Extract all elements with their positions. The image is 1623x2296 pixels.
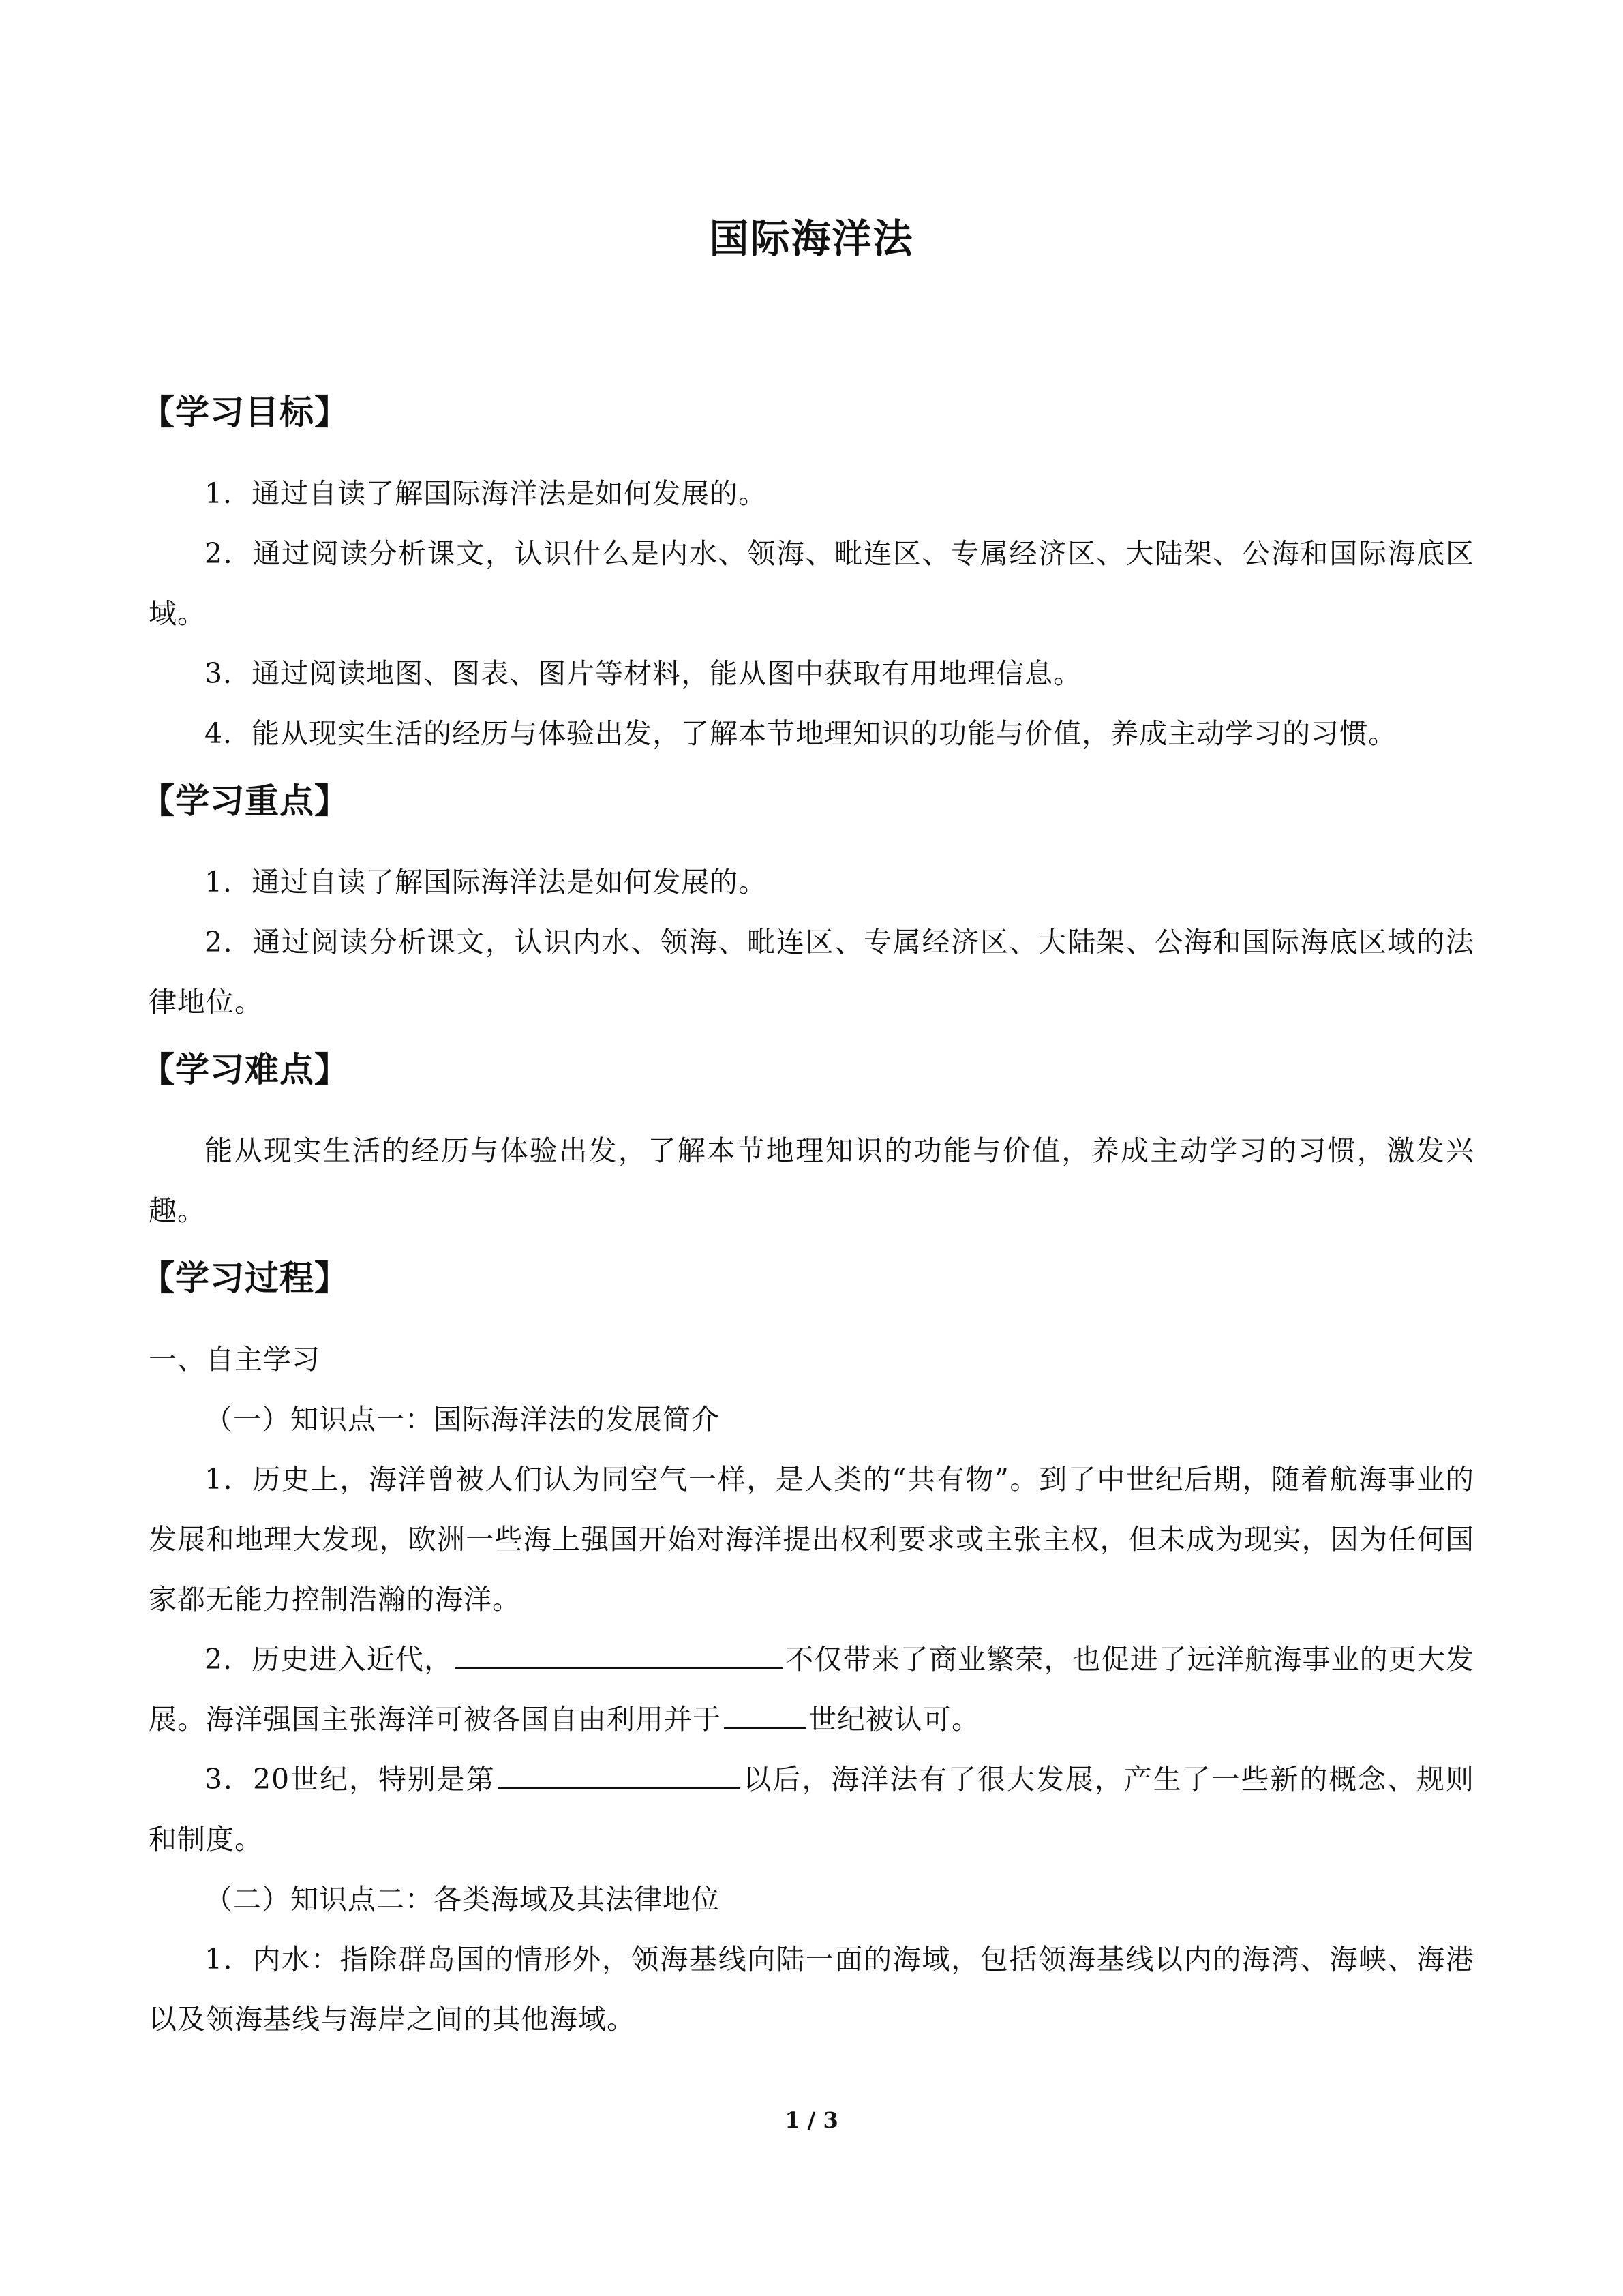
key-point-item-2: 2．通过阅读分析课文，认识内水、领海、毗连区、专属经济区、大陆架、公海和国际海底区域的法律地位。 (149, 926, 1474, 1018)
goal-item-1: 1．通过自读了解国际海洋法是如何发展的。 (204, 477, 768, 510)
section-heading-goals: 【学习目标】 (140, 393, 349, 432)
section-heading-difficulties: 【学习难点】 (140, 1050, 349, 1089)
goal-item-3: 3．通过阅读地图、图表、图片等材料，能从图中获取有用地理信息。 (204, 657, 1082, 690)
kp1-p2-text-c: 世纪被认可。 (808, 1703, 980, 1736)
key-point-item-1: 1．通过自读了解国际海洋法是如何发展的。 (204, 866, 768, 898)
page-number: 1 / 3 (785, 2107, 838, 2133)
kp1-p2-text-a: 2．历史进入近代， (204, 1643, 453, 1676)
part-title-self-study: 一、自主学习 (149, 1343, 320, 1376)
kp2-paragraph-1: 1．内水：指除群岛国的情形外，领海基线向陆一面的海域，包括领海基线以内的海湾、海峡、海港以及领海基线与海岸之间的其他海域。 (149, 1943, 1474, 2036)
kp1-p3-text-b: 以后，海洋法有了很大发展，产生了一些新的概念、规则和制度。 (149, 1763, 1474, 1856)
knowledge-point-1-title: （一）知识点一：国际海洋法的发展简介 (204, 1403, 720, 1436)
difficulty-text: 能从现实生活的经历与体验出发，了解本节地理知识的功能与价值，养成主动学习的习惯，激发兴趣。 (149, 1134, 1474, 1227)
kp1-p2-text-b: 不仅带来了商业繁荣，也促进了远洋航海事业的更大发展。海洋强国主张海洋可被各国自由利用并于 (149, 1643, 1474, 1736)
section-heading-key-points: 【学习重点】 (140, 781, 349, 821)
kp1-paragraph-2 (149, 1629, 1474, 1749)
fill-blank-2[interactable] (724, 1700, 806, 1729)
kp1-paragraph-1: 1．历史上，海洋曾被人们认为同空气一样，是人类的“共有物”。到了中世纪后期，随着航海事业的发展和地理大发现，欧洲一些海上强国开始对海洋提出权利要求或主张主权，但未成为现实，因为任何国家都无能力控制浩瀚的海洋。 (149, 1463, 1474, 1616)
kp1-p3-text-a: 3．20世纪，特别是第 (204, 1763, 496, 1796)
document-body (140, 382, 1474, 2049)
page-title: 国际海洋法 (709, 215, 914, 262)
section-heading-process: 【学习过程】 (140, 1258, 349, 1298)
goal-item-4: 4．能从现实生活的经历与体验出发，了解本节地理知识的功能与价值，养成主动学习的习惯。 (204, 717, 1397, 750)
goal-item-2: 2．通过阅读分析课文，认识什么是内水、领海、毗连区、专属经济区、大陆架、公海和国际海底区域。 (149, 537, 1474, 630)
knowledge-point-2-title: （二）知识点二：各类海域及其法律地位 (204, 1883, 720, 1916)
fill-blank-1[interactable] (455, 1640, 783, 1669)
kp1-paragraph-3 (149, 1749, 1474, 1869)
fill-blank-3[interactable] (498, 1760, 740, 1789)
